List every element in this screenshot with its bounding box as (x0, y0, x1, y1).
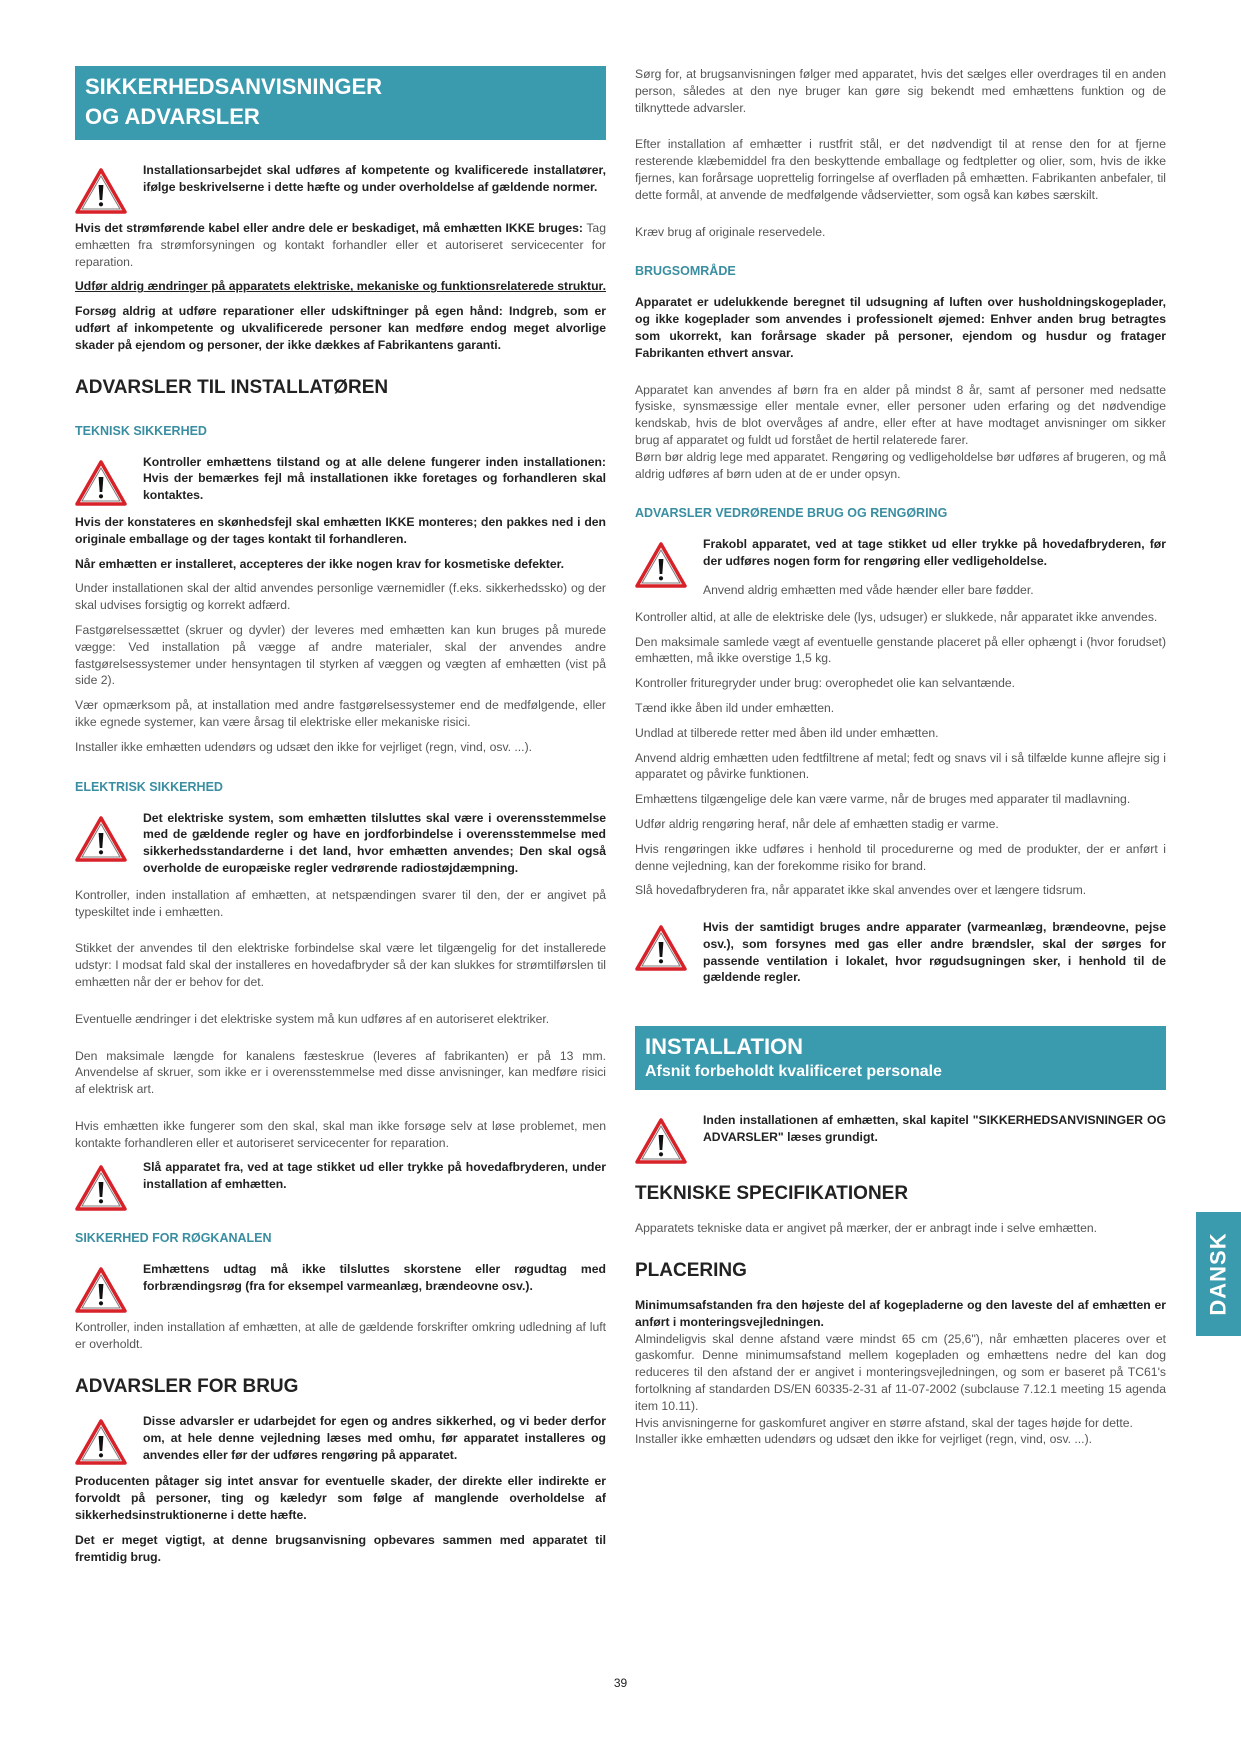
paragraph: Apparatets tekniske data er angivet på mærker, der er anbragt inde i selve emhætten. (635, 1221, 1098, 1236)
warning-text: Hvis der samtidigt bruges andre apparater (varmeanlæg, brændeovne, pejse osv.), som forsynes med gas eller andre brændsler, skal der sørges for passende ventilation i lokalet, hvor røgudsugningen sker, i henhold til de gældende regler. (703, 920, 1166, 985)
paragraph: Undlad at tilberede retter med åben ild under emhætten. (635, 725, 939, 740)
paragraph: Apparatet kan anvendes af børn fra en alder på mindst 8 år, samt af personer med nedsatte fysiske, synsmæssige eller mentale evner, eller personer uden erfaring og det nødvendige kendskab, hvis de blot overvåges af andre, eller efter at have modtaget anvisninger om sikker brug af apparatet og fuldt ud forstået de hertil relaterede farer. (635, 382, 1166, 447)
banner-subtitle: Afsnit forbeholdt kvalificeret personale (645, 1063, 942, 1081)
paragraph: Hvis der konstateres en skønhedsfejl skal emhætten IKKE monteres; den pakkes ned i den originale emballage og der tages kontakt til forhandleren. (75, 514, 606, 546)
warning-block (75, 162, 606, 210)
warning-block (75, 1159, 606, 1207)
banner-title-line1: SIKKERHEDSANVISNINGER (85, 74, 383, 99)
safety-banner (75, 66, 606, 140)
warning-triangle-icon (75, 1267, 127, 1313)
paragraph: Minimumsafstanden fra den højeste del af kogepladerne og den laveste del af emhætten er anført i monteringsvejledningen. (635, 1298, 1166, 1329)
section-heading: ADVARSLER FOR BRUG (75, 1376, 299, 1398)
warning-block (75, 1261, 606, 1309)
right-column (635, 66, 1166, 1456)
paragraph: Udfør aldrig rengøring heraf, når dele af emhætten stadig er varme. (635, 816, 999, 831)
section-heading: TEKNISKE SPECIFIKATIONER (635, 1183, 909, 1205)
section-heading: PLACERING (635, 1260, 747, 1282)
paragraph: Kontroller frituregryder under brug: overophedet olie kan selvantænde. (635, 676, 1016, 691)
subsection-heading: SIKKERHED FOR RØGKANALEN (75, 1231, 272, 1246)
warning-triangle-icon (75, 460, 127, 506)
paragraph: Den maksimale længde for kanalens fæsteskrue (leveres af fabrikanten) er på 13 mm. Anvendelse af skruer, som ikke er i overensstemmelse med disse anvisninger, kan medføre risici af elektrisk art. (75, 1048, 606, 1097)
paragraph: Slå hovedafbryderen fra, når apparatet ikke skal anvendes over et længere tidsrum. (635, 883, 1087, 898)
paragraph: Når emhætten er installeret, accepteres der ikke nogen krav for kosmetiske defekter. (75, 556, 565, 571)
paragraph: Tænd ikke åben ild under emhætten. (635, 700, 835, 715)
warning-triangle-icon (75, 168, 127, 214)
paragraph: Producenten påtager sig intet ansvar for eventuelle skader, der direkte eller indirekte er forvoldt på personer, ting og kæledyr som følge af manglende overholdelse af sikkerhedsinstruktionerne i dette hæfte. (75, 1474, 606, 1523)
subsection-heading: ADVARSLER VEDRØRENDE BRUG OG RENGØRING (635, 506, 948, 521)
warning-block (75, 1413, 606, 1463)
paragraph: Kræv brug af originale reservedele. (635, 224, 826, 239)
paragraph: Det er meget vigtigt, at denne brugsanvisning opbevares sammen med apparatet til fremtidig brug. (75, 1532, 606, 1564)
warning-block (635, 536, 1166, 598)
warning-text: Slå apparatet fra, ved at tage stikket ud eller trykke på hovedafbryderen, under installation af emhætten. (143, 1160, 606, 1192)
warning-block (75, 810, 606, 877)
left-column (75, 66, 606, 1573)
subsection-heading: ELEKTRISK SIKKERHED (75, 779, 223, 794)
section-heading: ADVARSLER TIL INSTALLATØREN (75, 376, 389, 398)
paragraph-bold-lead: Hvis det strømførende kabel eller andre dele er beskadiget, må emhætten IKKE bruges: (75, 221, 583, 235)
subsection-heading: TEKNISK SIKKERHED (75, 423, 207, 438)
paragraph: Eventuelle ændringer i det elektriske system må kun udføres af en autoriseret elektriker. (75, 1011, 550, 1026)
installation-banner (635, 1026, 1166, 1090)
paragraph: Forsøg aldrig at udføre reparationer eller udskiftninger på egen hånd: Indgreb, som er udført af inkompetente og ukvalificerede personer kan medføre endog meget alvorlige skader på ejendom og personer, der ikke dækkes af Fabrikantens garanti. (75, 304, 606, 352)
warning-text: Kontroller emhættens tilstand og at alle delene fungerer inden installationen: Hvis der bemærkes fejl må installationen ikke foretages og forhandleren skal kontaktes. (143, 454, 606, 503)
paragraph: Den maksimale samlede vægt af eventuelle genstande placeret på eller ophængt i (hvor forudset) emhætten, må ikke overstige 1,5 kg. (635, 634, 1166, 666)
paragraph: Installer ikke emhætten udendørs og udsæt den ikke for vejrliget (regn, vind, osv. ...). (75, 739, 533, 754)
paragraph: Installer ikke emhætten udendørs og udsæt den ikke for vejrliget (regn, vind, osv. ...). (635, 1432, 1093, 1447)
paragraph: Vær opmærksom på, at installation med andre fastgørelsessystemer end de medfølgende, eller ikke egnede systemer, kan være årsag til elektriske eller mekaniske risici. (75, 698, 606, 729)
paragraph: Almindeligvis skal denne afstand være mindst 65 cm (25,6"), når emhætten placeres over et gaskomfur. Denne minimumsafstand mellem kogepladen og emhættens nedre del kan dog reduceres til den afstand der er angivet i monteringsvejledningen, og som er baseret på TC61's fortolkning af standarden DS/EN 60335-2-31 af 11-07-2002 (subclause 7.12.1 meeting 15 agenda item 10.11). (635, 1331, 1166, 1413)
paragraph: Under installationen skal der altid anvendes personlige værnemidler (f.eks. sikkerhedssko) og der skal udvises forsigtig og korrekt adfærd. (75, 581, 606, 613)
paragraph-rest: Tag emhætten fra strømforsyningen og kontakt forhandler eller et autoriseret servicecenter for reparation. (75, 221, 606, 269)
paragraph: Kontroller altid, at alle de elektriske dele (lys, udsuger) er slukkede, når apparatet ikke anvendes. (635, 609, 1158, 624)
warning-text: Installationsarbejdet skal udføres af kompetente og kvalificerede installatører, ifølge beskrivelserne i dette hæfte og under overholdelse af gældende normer. (143, 163, 606, 194)
paragraph: Anvend aldrig emhætten uden fedtfiltrene af metal; fedt og snavs vil i så tilfælde kunne aflejre sig i apparatet og påvirke funktionen. (635, 750, 1166, 782)
warning-text: Emhættens udtag må ikke tilsluttes skorstene eller røgudtag med forbrændingsrøg (fra for eksempel varmeanlæg, brændeovne osv.). (143, 1262, 606, 1294)
paragraph: Sørg for, at brugsanvisningen følger med apparatet, hvis det sælges eller overdrages til en anden person, således at den nye bruger kan gøre sig bekendt med emhættens funktion og de tilknyttede advarsler. (635, 67, 1166, 115)
warning-block (635, 1112, 1166, 1160)
paragraph: Efter installation af emhætter i rustfrit stål, er det nødvendigt til at rense den for at fjerne resterende klæbemiddel fra den beskyttende emballage og fedtpletter og olier, som, hvis de ikke fjernes, kan forårsage uoprettelig forringelse af overfladen på emhætten. Fabrikanten anbefaler, til dette formål, at anvende de medfølgende vådservietter, som også kan købes særskilt. (635, 137, 1166, 202)
language-tab-label: DANSK (1205, 1232, 1231, 1316)
paragraph (75, 220, 606, 270)
paragraph: Fastgørelsessættet (skruer og dyvler) der leveres med emhætten kan kun bruges på murede vægge: Ved installation på vægge af andre materialer, skal der anvendes andre fastgørelsessystemer under hensyntagen til styrken af væggen og vægten af emhætten (vist på side 2). (75, 622, 606, 688)
warning-triangle-icon (75, 1419, 127, 1465)
paragraph: Apparatet er udelukkende beregnet til udsugning af luften over husholdningskogeplader, og ikke kogeplader som anvendes i professionelt øjemed: Enhver anden brug betragtes som ukorrekt, kan forårsage skader på personer, ejendom og husdur og fratager Fabrikanten ethvert ansvar. (635, 295, 1166, 360)
paragraph: Hvis anvisningerne for gaskomfuret angiver en større afstand, skal der tages højde for dette. (635, 1415, 1133, 1430)
paragraph: Kontroller, inden installation af emhætten, at netspændingen svarer til den, der er angivet på typeskiltet inde i emhætten. (75, 887, 606, 919)
subsection-heading: BRUGSOMRÅDE (635, 264, 736, 279)
paragraph: Kontroller, inden installation af emhætten, at alle de gældende forskrifter omkring udledning af luft er overholdt. (75, 1320, 606, 1352)
warning-text: Disse advarsler er udarbejdet for egen og andres sikkerhed, og vi beder derfor om, at hele denne vejledning læses med omhu, før apparatet installeres og anvendes eller før der udføres rengøring på apparatet. (143, 1414, 606, 1462)
banner-title: INSTALLATION (645, 1034, 804, 1060)
warning-block (75, 454, 606, 504)
paragraph: Stikket der anvendes til den elektriske forbindelse skal være let tilgængelig for det installerede udstyr: I modsat fald skal der installeres en hovedafbryder så der kan slukkes for strømtilførslen til emhætten når der er behov for det. (75, 941, 606, 989)
paragraph: Hvis rengøringen ikke udføres i henhold til procedurerne og med de produkter, der er anført i denne vejledning, kan der forekomme risiko for brand. (635, 841, 1166, 873)
warning-block (635, 919, 1166, 986)
banner-title-line2: OG ADVARSLER (85, 104, 260, 129)
warning-triangle-icon (75, 1165, 127, 1211)
paragraph: Børn bør aldrig lege med apparatet. Rengøring og vedligeholdelse bør udføres af brugeren, og må aldrig udføres af børn uden at de er under opsyn. (635, 449, 1166, 481)
warning-triangle-icon (75, 816, 127, 862)
paragraph: Hvis emhætten ikke fungerer som den skal, skal man ikke forsøge selv at løse problemet, men kontakte forhandleren eller et autoriseret servicecenter for reparation. (75, 1118, 606, 1150)
paragraph: Emhættens tilgængelige dele kan være varme, når de bruges med apparater til madlavning. (635, 792, 1131, 807)
warning-triangle-icon (635, 1118, 687, 1164)
warning-triangle-icon (635, 542, 687, 588)
paragraph: Udfør aldrig ændringer på apparatets elektriske, mekaniske og funktionsrelaterede struktur. (75, 279, 606, 294)
warning-triangle-icon (635, 925, 687, 971)
warning-subtext: Anvend aldrig emhætten med våde hænder eller bare fødder. (703, 582, 1034, 597)
warning-text: Frakobl apparatet, ved at tage stikket ud eller trykke på hovedafbryderen, før der udføres nogen form for rengøring eller vedligeholdelse. (703, 537, 1166, 569)
language-side-tab (1196, 1212, 1241, 1336)
warning-text: Inden installationen af emhætten, skal kapitel "SIKKERHEDSANVISNINGER OG ADVARSLER" læses grundigt. (703, 1113, 1166, 1145)
page-number: 39 (613, 1676, 628, 1690)
warning-text: Det elektriske system, som emhætten tilsluttes skal være i overensstemmelse med de gældende regler og have en jordforbindelse i overensstemmelse med sikkerhedsstandarderne i det land, hvor emhætten anvendes; Den skal også overholde de europæiske regler vedrørende radiostøjdæmpning. (143, 810, 606, 875)
